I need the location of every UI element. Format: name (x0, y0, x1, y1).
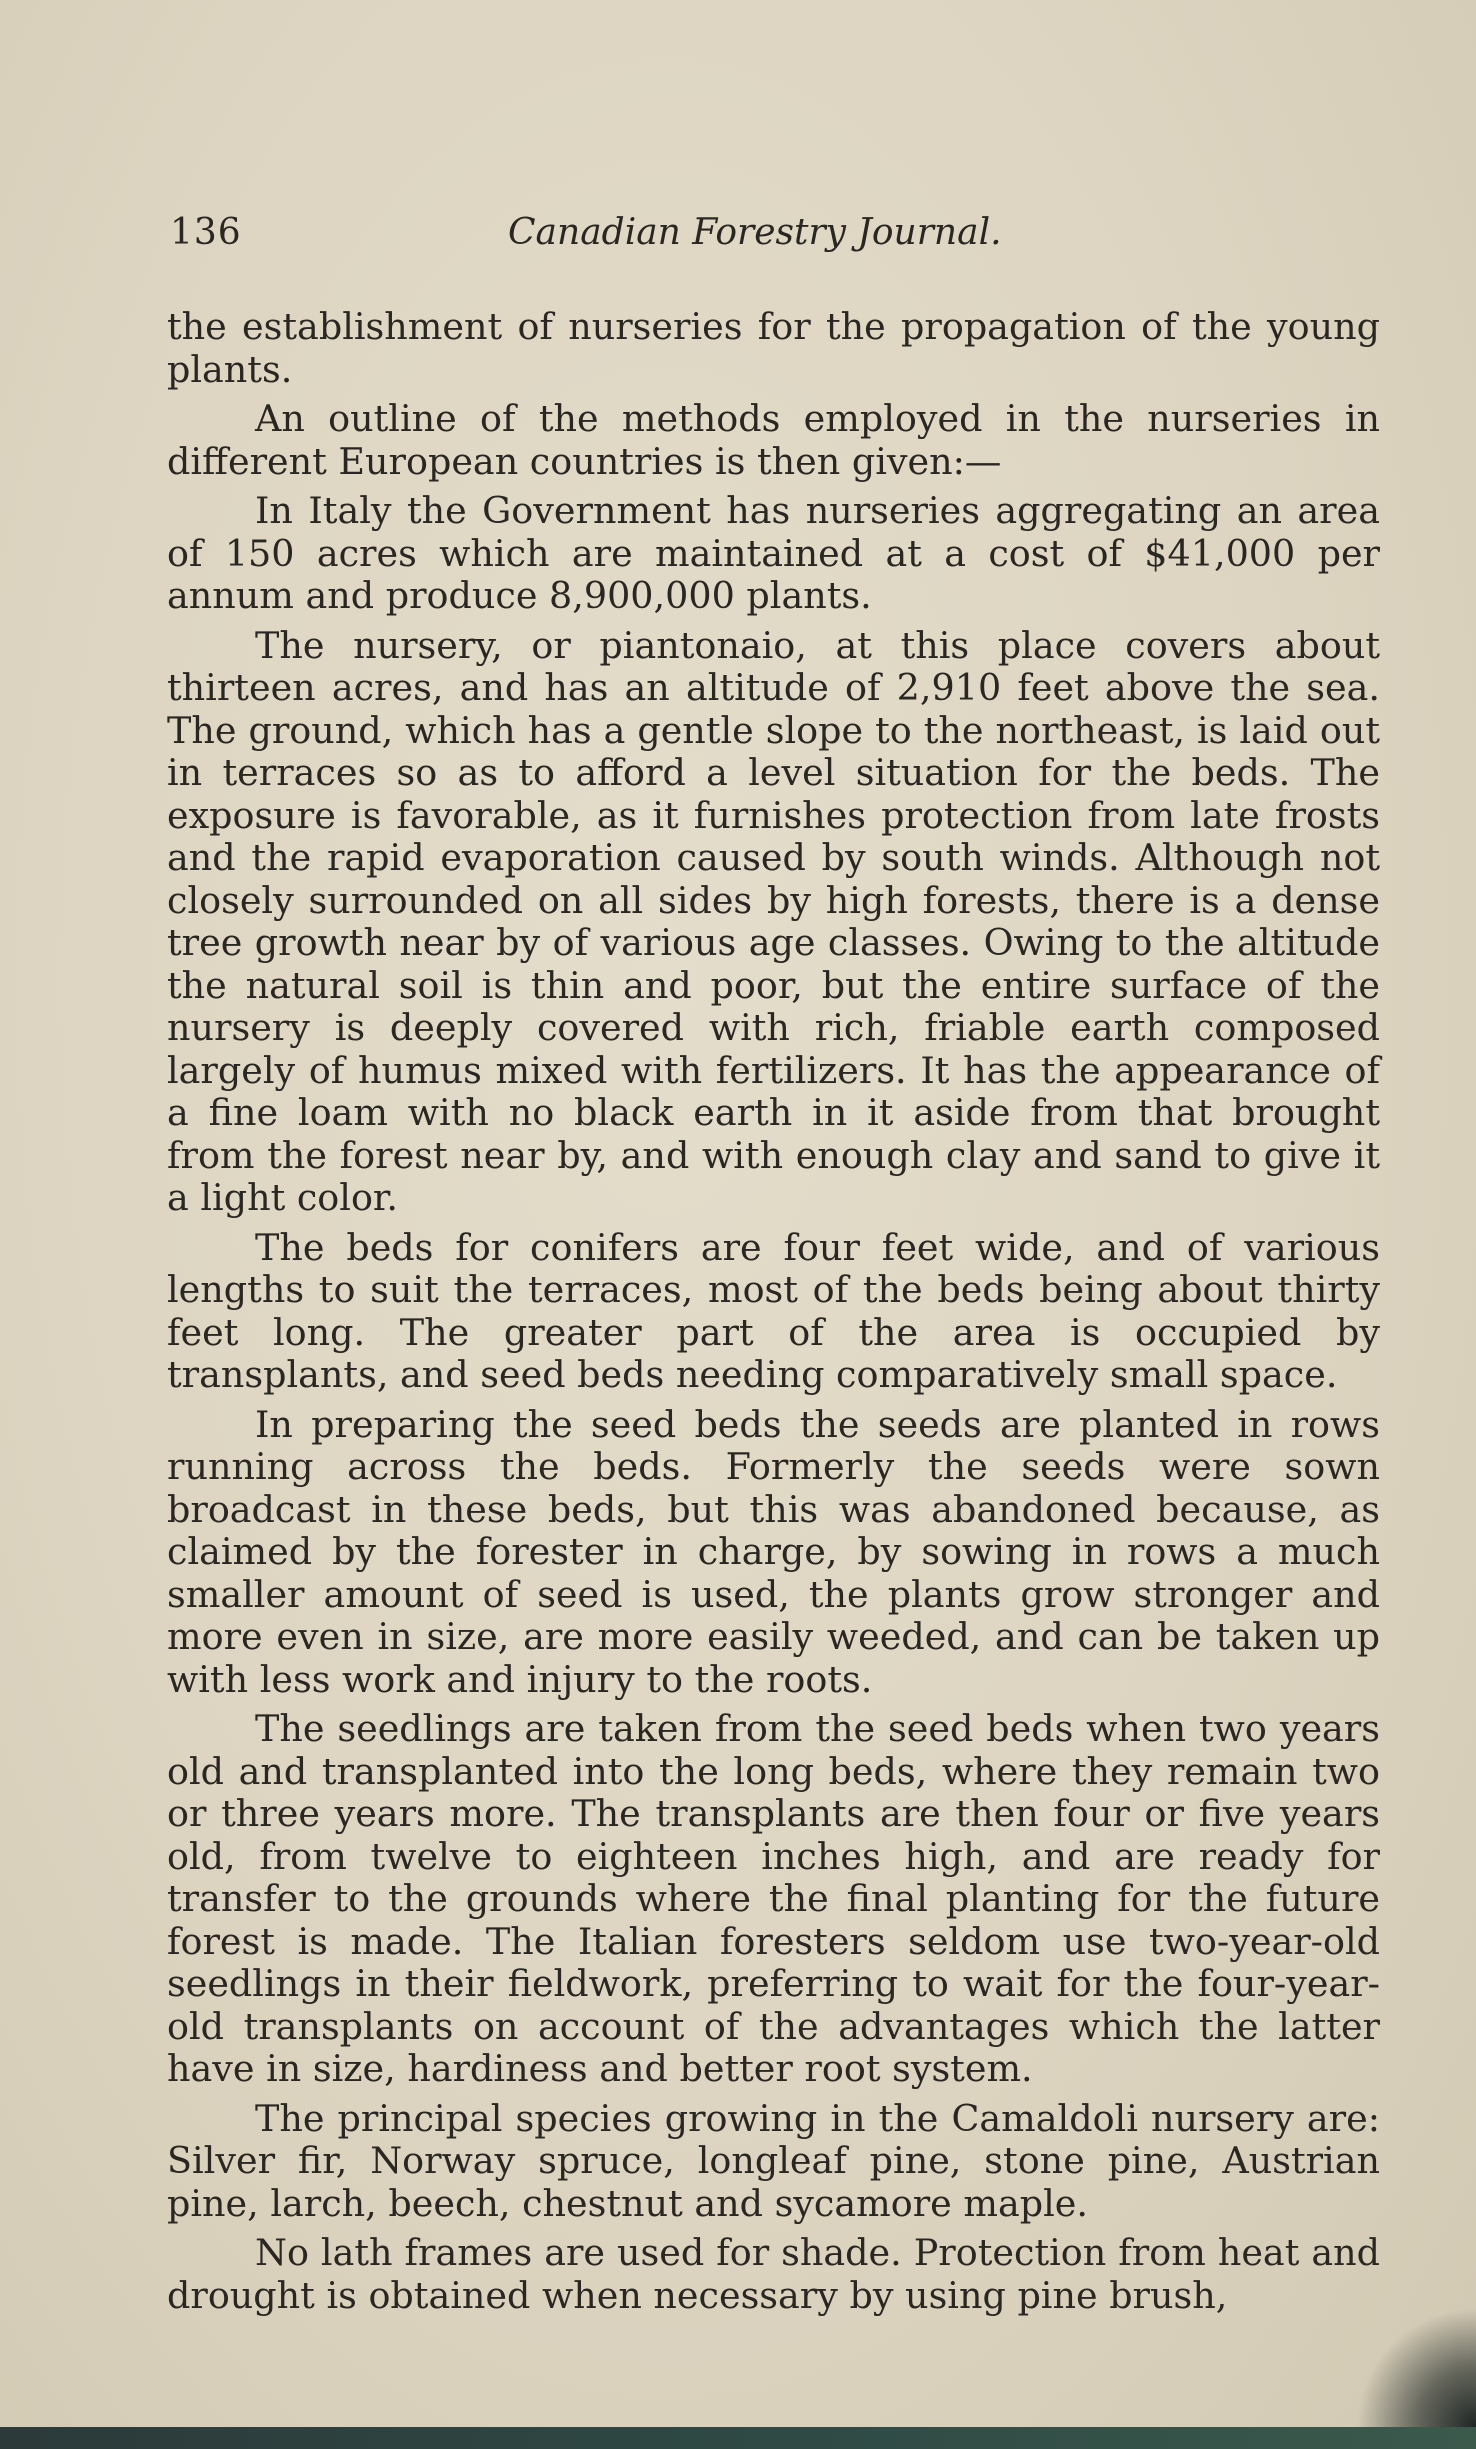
paragraph: The nursery, or piantonaio, at this place covers about thirteen acres, and has an altitude of 2,910 feet above the sea. The ground, which has a gentle slope to the northeast, is laid out in terraces so as to afford a level situation for the beds. The exposure is favorable, as it furnishes protection from late frosts and the rapid evaporation caused by south winds. Although not closely surrounded on all sides by high forests, there is a dense tree growth near by of various age classes. Owing to the altitude the natural soil is thin and poor, but the entire surface of the nursery is deeply covered with rich, friable earth composed largely of humus mixed with fertilizers. It has the appearance of a fine loam with no black earth in it aside from that brought from the forest near by, and with enough clay and sand to give it a light color. (167, 623, 1380, 1219)
running-head: Canadian Forestry Journal. (508, 212, 1002, 253)
page-corner-shadow (1356, 2307, 1476, 2427)
paragraph: In Italy the Government has nurseries aggregating an area of 150 acres which are maintained at a cost of $41,000 per annum and produce 8,900,000 plants. (167, 489, 1380, 617)
paragraph: No lath frames are used for shade. Protection from heat and drought is obtained when necessary by using pine brush, (167, 2231, 1380, 2317)
paragraph: the establishment of nurseries for the propagation of the young plants. (167, 305, 1380, 391)
page-header (170, 212, 1380, 262)
paragraph: The seedlings are taken from the seed beds when two years old and transplanted into the long beds, where they remain two or three years more. The transplants are then four or five years old, from twelve to eighteen inches high, and are ready for transfer to the grounds where the final planting for the future forest is made. The Italian foresters seldom use two-year-old seedlings in their fieldwork, preferring to wait for the four-year-old transplants on account of the advantages which the latter have in size, hardiness and better root system. (167, 1707, 1380, 2090)
body-text (167, 306, 1380, 2324)
binding-edge (0, 2427, 1476, 2449)
paragraph: An outline of the methods employed in the nurseries in different European countries is then given:— (167, 397, 1380, 483)
paragraph: The principal species growing in the Camaldoli nursery are: Silver fir, Norway spruce, longleaf pine, stone pine, Austrian pine, larch, beech, chestnut and sycamore maple. (167, 2096, 1380, 2225)
paragraph: In preparing the seed beds the seeds are planted in rows running across the beds. Formerly the seeds were sown broadcast in these beds, but this was abandoned because, as claimed by the forester in charge, by sowing in rows a much smaller amount of seed is used, the plants grow stronger and more even in size, are more easily weeded, and can be taken up with less work and injury to the roots. (167, 1402, 1380, 1701)
page-number: 136 (170, 212, 242, 253)
paragraph: The beds for conifers are four feet wide, and of various lengths to suit the terraces, most of the beds being about thirty feet long. The greater part of the area is occupied by transplants, and seed beds needing comparatively small space. (167, 1225, 1380, 1396)
